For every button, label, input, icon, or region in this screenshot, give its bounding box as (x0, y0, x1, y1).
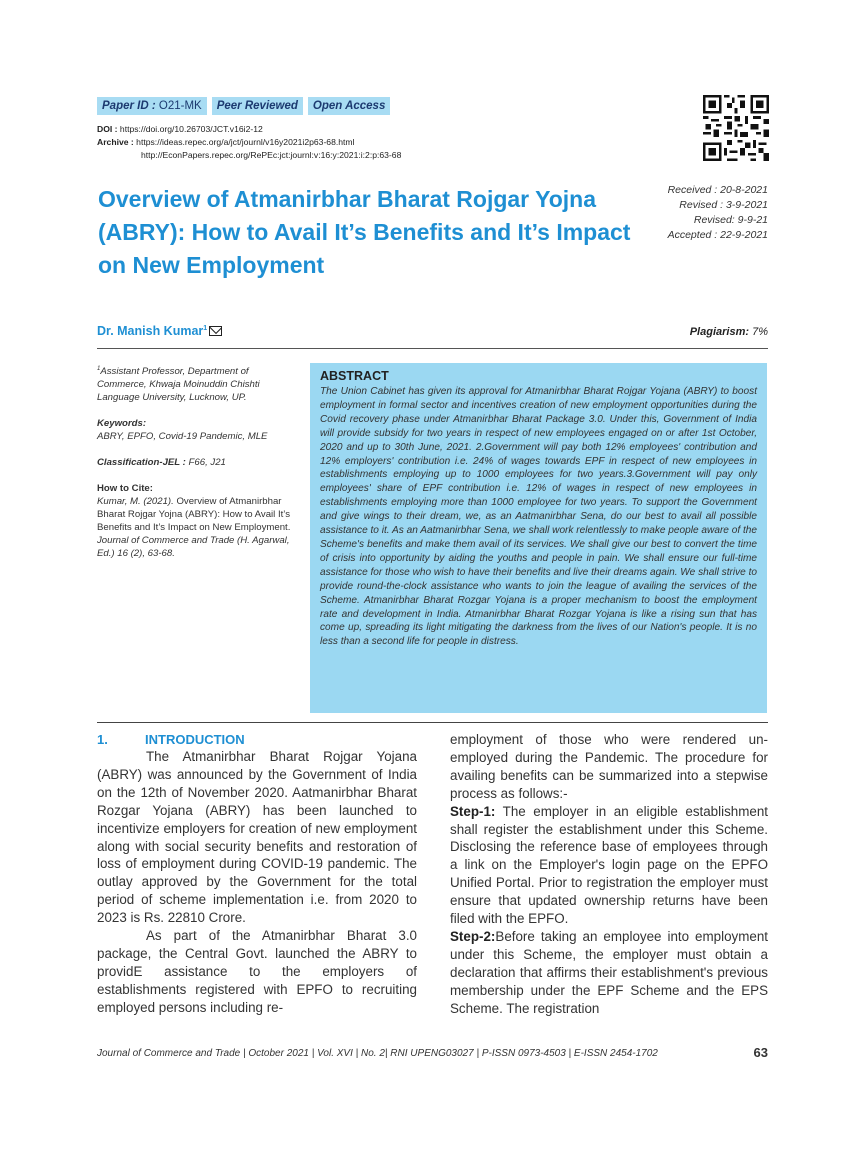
step-2-paragraph (450, 928, 768, 1018)
intro-paragraph-2: As part of the Atmanirbhar Bharat 3.0 package, the Central Govt. launched the ABRY to providE assistance to the employers of establishments registered with EPFO to recruiting employed persons including re- (97, 928, 417, 1015)
doi-archive-block (97, 123, 401, 162)
page-number: 63 (753, 1045, 768, 1060)
step-2-label: Step-2: (450, 928, 496, 944)
revised-date-1: Revised : 3-9-2021 (679, 199, 768, 211)
section-number: 1. (97, 732, 108, 747)
citation-block (97, 482, 297, 560)
citation-journal: Journal of Commerce and Trade (H. Agarwal, Ed.) 16 (2), 63-68. (97, 535, 290, 560)
keywords-label: Keywords: (97, 418, 147, 430)
keywords-block (97, 417, 297, 443)
jel-label: Classification-JEL : (97, 457, 186, 469)
qr-code-icon (703, 95, 769, 161)
peer-reviewed-tag: Peer Reviewed (212, 97, 303, 115)
step-1-label: Step-1: (450, 803, 496, 819)
abstract-text: The Union Cabinet has given its approval for Atmanirbhar Bharat Rojgar Yojana (ABRY) to boost employment in formal sector and incentives creation of new employment opportunities during the Covid recovery phase under Atmanirbhar Bharat Package 3.0. Under this, Government of India will provide subsidy for two years in respect of new employees engaged on or after 1st October, 2020 and up to 30th June, 2021. 2.Government will pay both 12% employees' contribution and 12% employers' contribution i.e. 24% of wages towards EPF in respect of new employees in establishments employing up to 1000 employees for two years.3.Government will pay only employees' share of EPF contribution i.e. 12% of wages in respect of new employees in establishments employing more than 1000 employee for two years. To support the Government and give wings to their dream, we, as an Aatmanirbhar Sena, do our best to avail all possible assistance to it. As an Aatmanirbhar Sena, we shall work relentlessly to make people aware of the Scheme's benefits and make them avail of its services. We shall give our best to convert the time of crisis into opportunity by aiding the youths and people in pain. We shall ensure our full-time assistance for those who wish to have their benefits and live their dreams again. We shall strive to provide round-the-clock assistance who wants to join the league of availing the services of the Scheme. Atmanirbhar Bharat Rozgar Yojana is a proper mechanism to boost the employment rate and development in India. Atmanirbhar Bharat Rozgar Yojana is like a rising sun that has come up, spreading its light mitigating the darkness from the lives of our Nation's people. It is no less than a second life for people in distress. (320, 386, 757, 648)
body-column-right (450, 731, 768, 1018)
keywords-text: ABRY, EPFO, Covid-19 Pandemic, MLE (97, 431, 268, 443)
intro-paragraph-1: The Atmanirbhar Bharat Rojgar Yojana (ABRY) was announced by the Government of India on the 12th of November 2020. Aatmanirbhar Bharat Rozgar Yojana (ABRY) has been launched to incentivize employers for creation of new employment along with social security benefits and restoration of loss of employment during COVID-19 pandemic. The outlay approved by the Government for the total period of scheme implementation i.e. from 2020 to 2023 is Rs. 22810 Crore. (97, 749, 417, 926)
author-affil-sup: 1 (203, 324, 208, 332)
plagiarism-label: Plagiarism: (689, 326, 750, 338)
jel-text: F66, J21 (188, 457, 226, 469)
step-1-paragraph (450, 803, 768, 928)
paper-id-value: O21-MK (158, 100, 202, 112)
abstract-heading: ABSTRACT (320, 369, 389, 383)
archive-label: Archive : (97, 137, 134, 147)
step-1-text: The employer in an eligible establishment shall register the establishment under this Scheme. Disclosing the reference base of employees through a link on the Employer's login page on the EPFO Unified Portal. Prior to registration the employer must ensure that updated ownership returns have been filed with the EPFO. (450, 803, 768, 927)
archive-link[interactable]: https://ideas.repec.org/a/jct/journl/v16y2021i2p63-68.html (136, 137, 355, 147)
section-title: INTRODUCTION (145, 732, 245, 747)
jel-block (97, 456, 297, 469)
journal-footer: Journal of Commerce and Trade | October 2021 | Vol. XVI | No. 2| RNI UPENG03027 | P-ISSN 0973-4503 | E-ISSN 2454-1702 (97, 1048, 658, 1059)
plagiarism-value: 7% (752, 326, 768, 338)
envelope-icon[interactable] (209, 326, 222, 336)
doi-link[interactable]: https://doi.org/10.26703/JCT.v16i2-12 (119, 124, 263, 134)
affiliation-sup: 1 (97, 366, 101, 372)
submission-dates (668, 183, 768, 243)
author-row (97, 324, 768, 349)
paper-id-label: Paper ID : (102, 100, 156, 112)
received-date: Received : 20-8-2021 (667, 184, 768, 196)
citation-authors: Kumar, M. (2021). (97, 496, 174, 508)
revised-date-2: Revised: 9-9-21 (693, 214, 768, 226)
section-heading-introduction (97, 731, 417, 748)
affiliation (97, 363, 297, 404)
affiliation-text: Assistant Professor, Department of Commerce, Khwaja Moinuddin Chishti Language University, Lucknow, UP. (97, 366, 260, 404)
plagiarism-info (690, 326, 768, 338)
paper-id-tag (97, 97, 207, 115)
abstract-box (310, 363, 767, 713)
author-name (97, 324, 222, 338)
accepted-date: Accepted : 22-9-2021 (667, 229, 768, 241)
archive-link-2[interactable]: http://EconPapers.repec.org/RePEc:jct:journl:v:16:y:2021:i:2:p:63-68 (141, 150, 402, 160)
open-access-tag: Open Access (308, 97, 390, 115)
procedure-paragraph: employment of those who were rendered un-employed during the Pandemic. The procedure for availing benefits can be summarized into a stepwise process as follows:- (450, 732, 768, 801)
citation-label: How to Cite: (97, 483, 153, 495)
doi-label: DOI : (97, 124, 118, 134)
citation-title: Overview of Atmanirbhar Bharat Rojgar Yojna (ABRY): How to Avail It’s Benefits and It’s Impact on New Employment. (97, 496, 291, 534)
section-divider (97, 722, 768, 723)
paper-title: Overview of Atmanirbhar Bharat Rojgar Yojna (ABRY): How to Avail It’s Benefits and It’s Impact on New Employment (98, 186, 631, 278)
body-column-left (97, 731, 417, 1017)
paper-meta-tags (97, 97, 390, 115)
step-2-text: Before taking an employee into employment under this Scheme, the employer must obtain a declaration that affirms their establishment's previous membership under the EPF Scheme and the EPS Scheme. The registration (450, 928, 768, 1016)
author-name-text: Dr. Manish Kumar (97, 324, 204, 338)
article-info-sidebar (97, 363, 297, 573)
